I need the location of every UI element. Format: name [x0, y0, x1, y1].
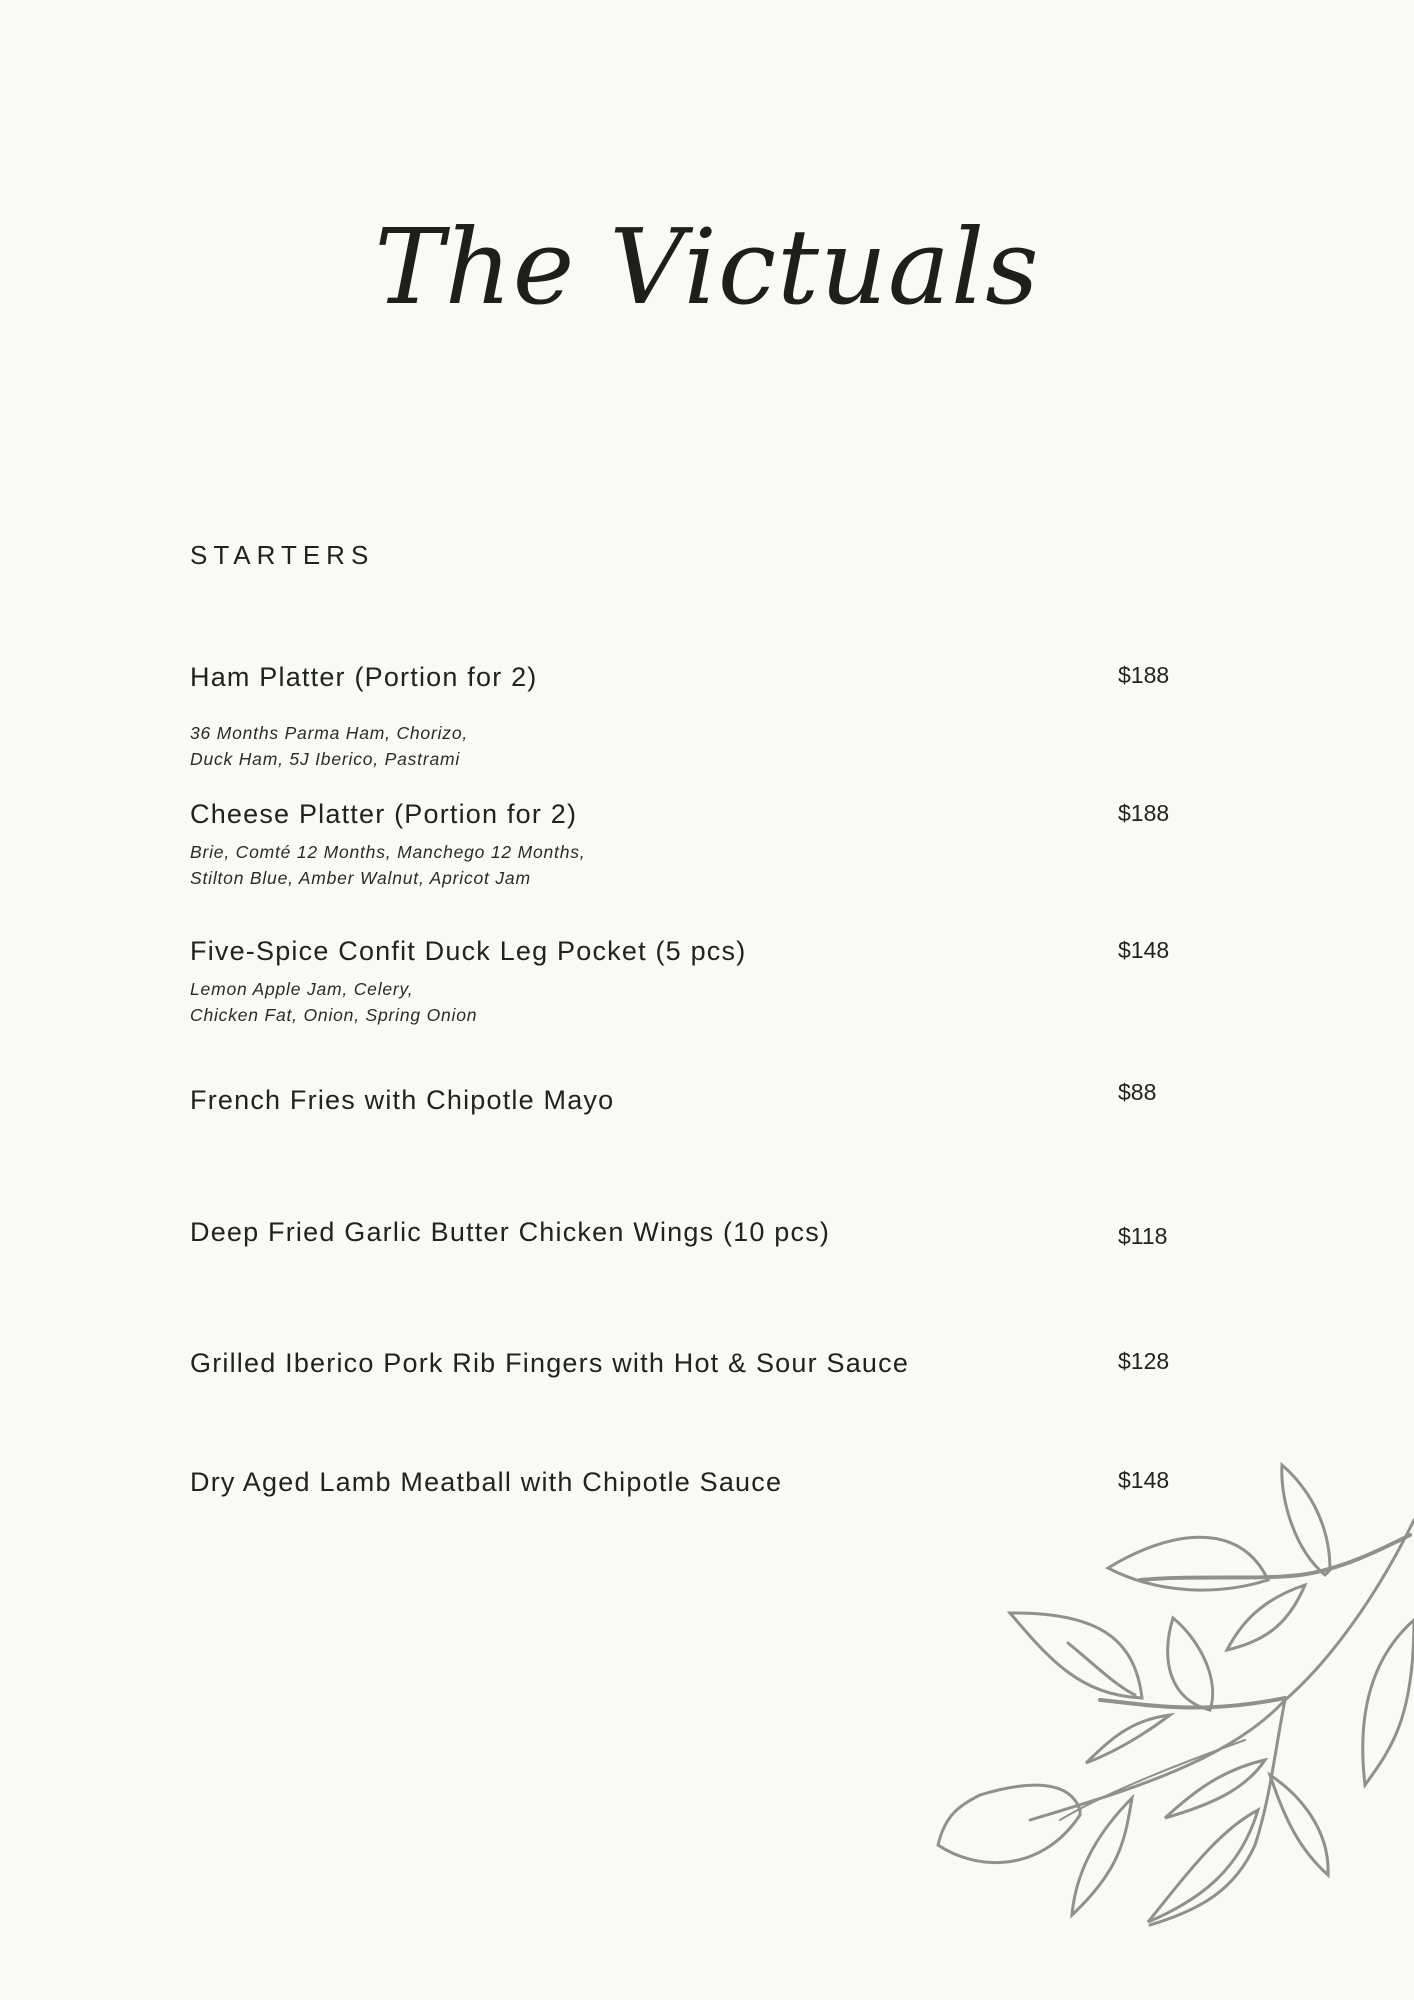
item-price: $128	[1118, 1348, 1170, 1374]
item-name: Deep Fried Garlic Butter Chicken Wings (10 pcs)	[190, 1217, 831, 1247]
item-name: Grilled Iberico Pork Rib Fingers with Hot & Sour Sauce	[190, 1348, 910, 1378]
menu-title: The Victuals	[374, 206, 1040, 328]
item-description-line: Lemon Apple Jam, Celery,	[190, 979, 414, 999]
item-price: $88	[1118, 1079, 1157, 1105]
item-description	[190, 720, 468, 772]
item-price: $118	[1118, 1223, 1168, 1249]
item-description-line: Duck Ham, 5J Iberico, Pastrami	[190, 749, 461, 769]
item-price: $188	[1118, 662, 1170, 688]
item-price: $188	[1118, 800, 1170, 826]
item-name: French Fries with Chipotle Mayo	[190, 1085, 615, 1115]
item-price: $148	[1118, 937, 1170, 963]
item-description-line: Chicken Fat, Onion, Spring Onion	[190, 1005, 478, 1025]
item-description-line: 36 Months Parma Ham, Chorizo,	[190, 723, 469, 743]
item-name: Five-Spice Confit Duck Leg Pocket (5 pcs)	[190, 936, 747, 966]
item-description-line: Brie, Comté 12 Months, Manchego 12 Months,	[190, 842, 586, 862]
item-name: Cheese Platter (Portion for 2)	[190, 799, 578, 829]
item-name: Dry Aged Lamb Meatball with Chipotle Sauce	[190, 1467, 783, 1497]
leaf-branch-icon	[900, 1450, 1414, 2000]
section-heading-starters: STARTERS	[190, 540, 375, 570]
item-name: Ham Platter (Portion for 2)	[190, 662, 538, 692]
item-description	[190, 839, 585, 891]
item-price: $148	[1118, 1467, 1170, 1493]
item-description	[190, 976, 477, 1028]
item-description-line: Stilton Blue, Amber Walnut, Apricot Jam	[190, 868, 531, 888]
